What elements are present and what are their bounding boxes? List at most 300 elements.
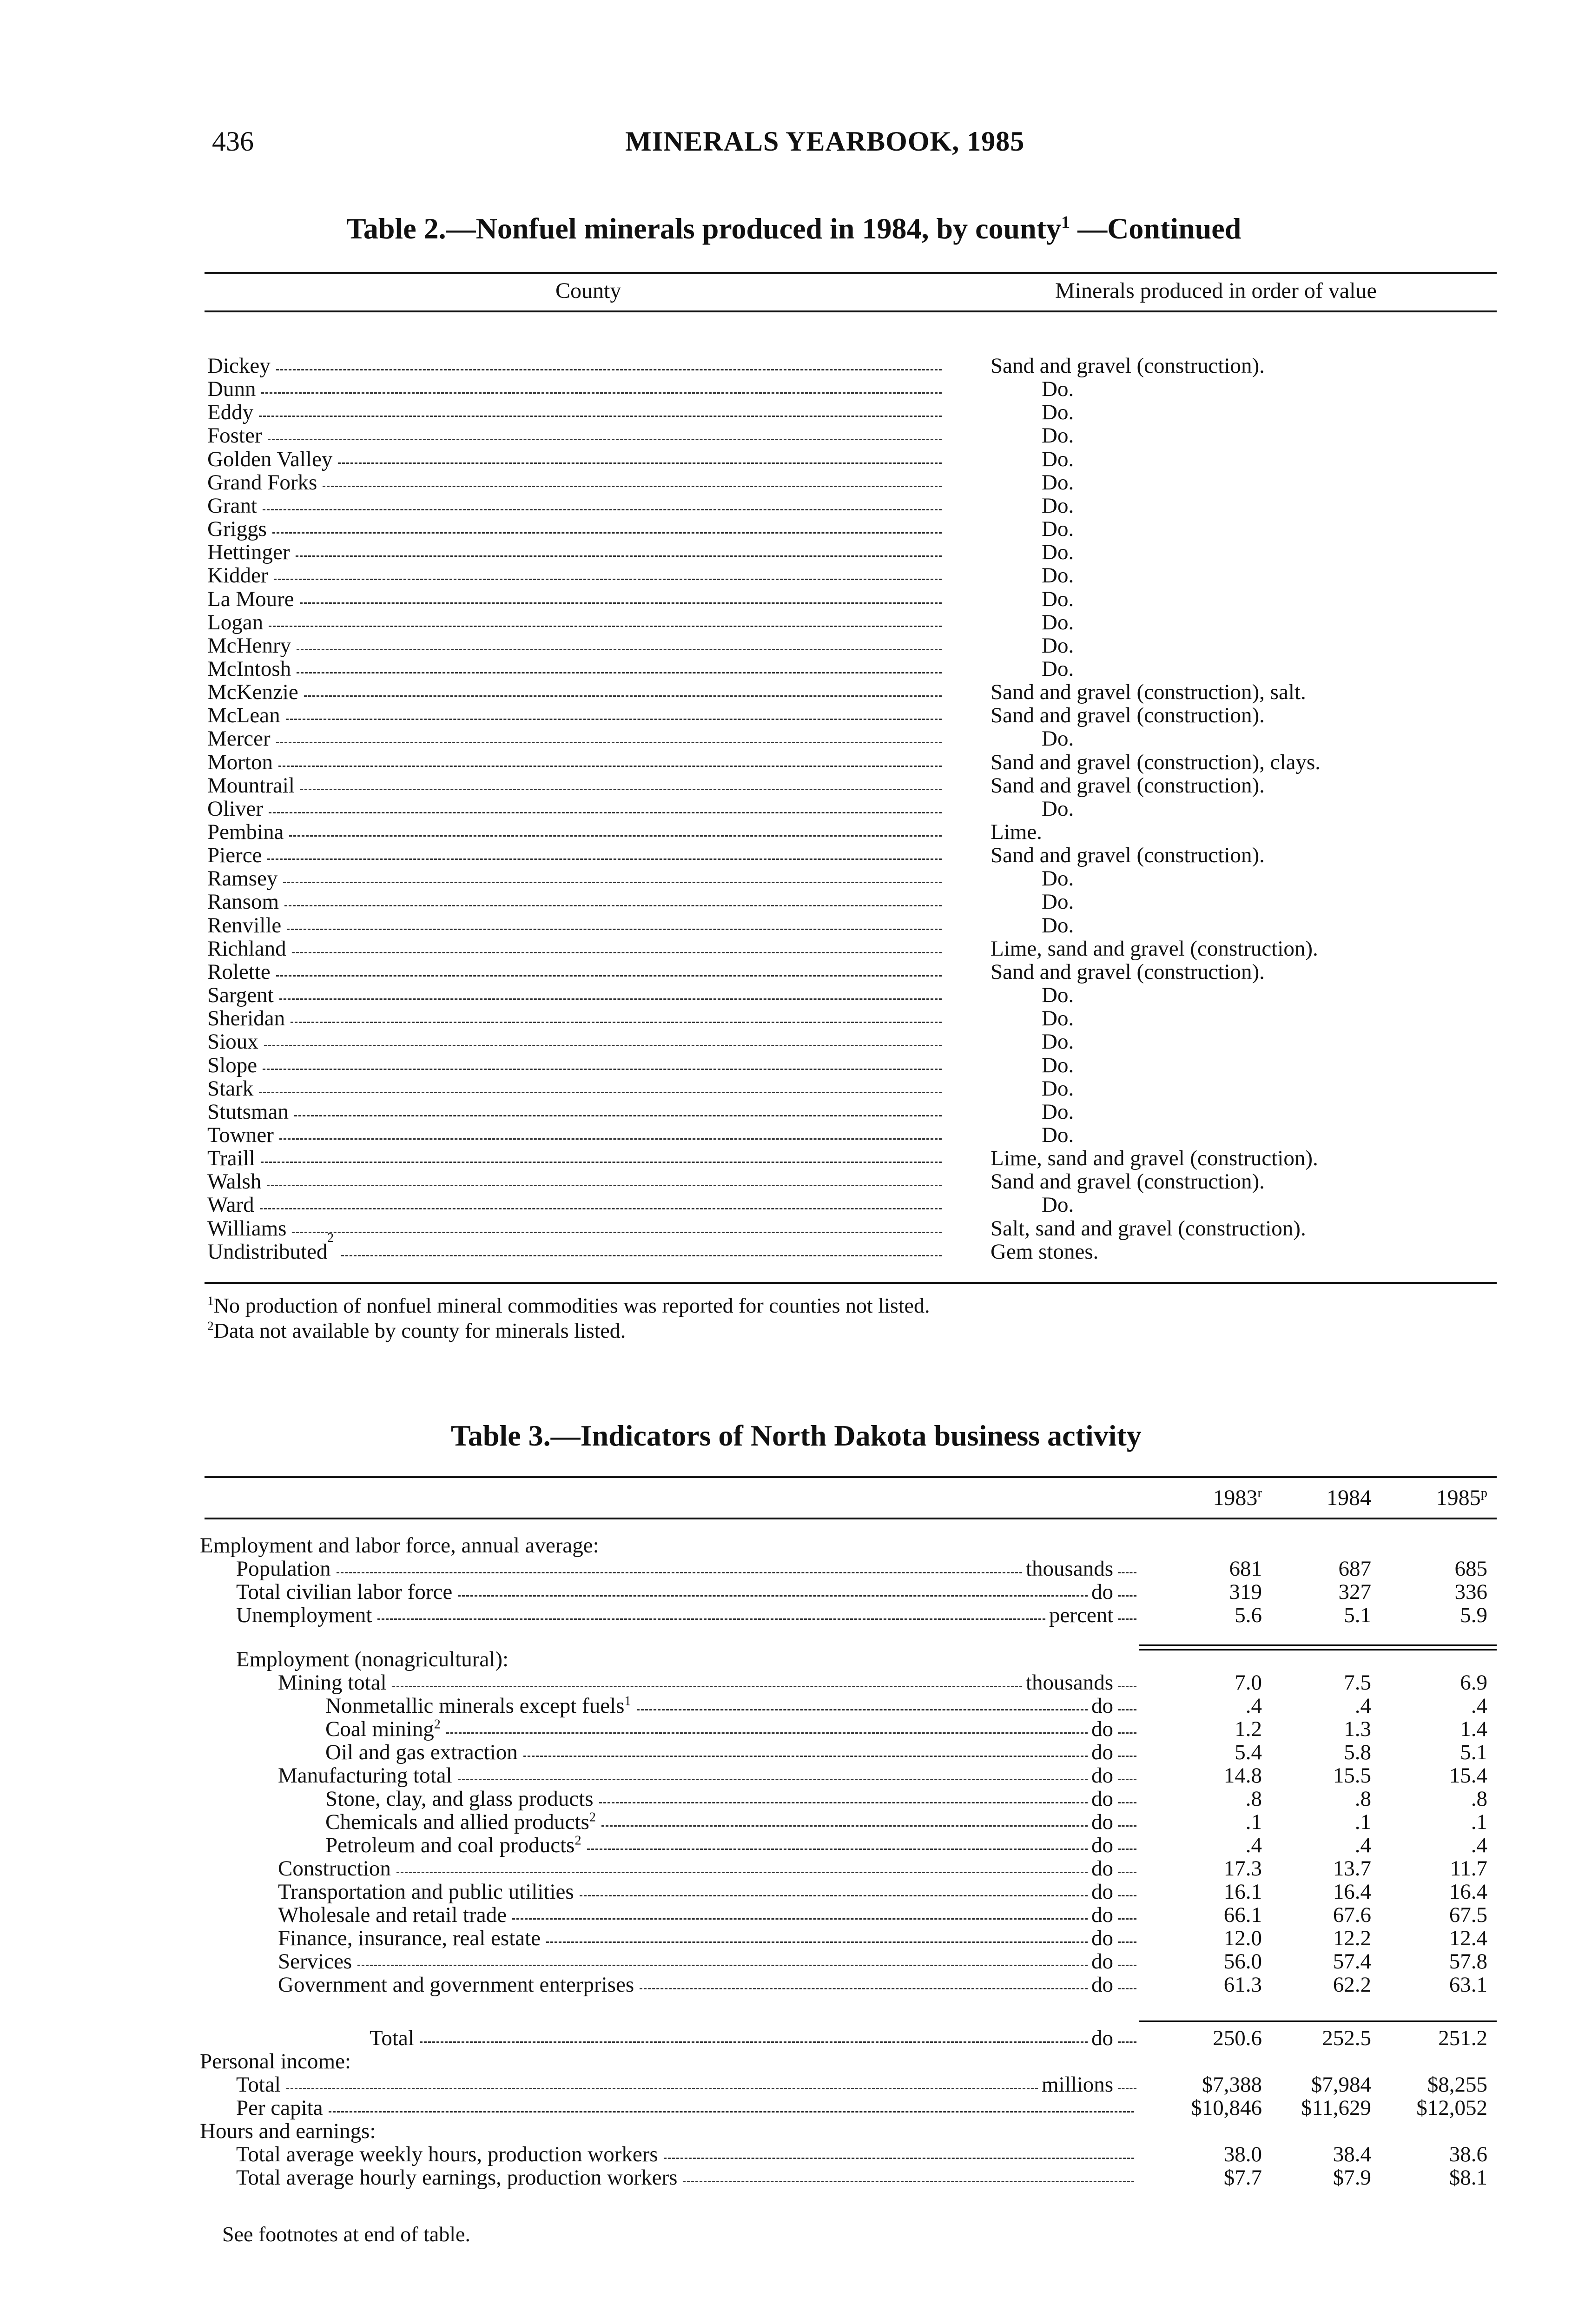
table2-row: [207, 704, 1509, 727]
table2-row: [207, 984, 1509, 1007]
cell-value: 56.0: [1223, 1949, 1262, 1974]
minerals-produced: Gem stones.: [991, 1239, 1099, 1264]
minerals-produced: Do.: [1042, 726, 1074, 751]
table2-footnote-2: [207, 1318, 626, 1343]
minerals-produced: Do.: [1042, 796, 1074, 821]
dot-leader: [291, 1022, 942, 1023]
minerals-produced: Do.: [1042, 983, 1074, 1008]
minerals-produced: Do.: [1042, 540, 1074, 565]
row-label: [278, 1903, 507, 1927]
table2-row: [207, 657, 1509, 680]
dot-leader: [269, 626, 942, 627]
county-name: Stark: [207, 1076, 254, 1101]
dot-leader: [300, 602, 942, 604]
dot-leader-tail: [1118, 1686, 1136, 1687]
table2-row: [207, 1077, 1509, 1100]
table3-row: [0, 1950, 1585, 1973]
table2-row: [207, 1123, 1509, 1147]
row-label-text: Construction: [278, 1856, 391, 1881]
year-label: 1983: [1213, 1486, 1258, 1510]
county-name: Pierce: [207, 843, 262, 868]
dot-leader: [338, 462, 942, 464]
minerals-produced: Do.: [1042, 1076, 1074, 1101]
county-name: Mountrail: [207, 773, 295, 798]
dot-leader-tail: [1118, 1756, 1136, 1757]
county-name: Oliver: [207, 796, 264, 821]
unit-label: do: [1091, 1694, 1113, 1718]
cell-value: .1: [1245, 1810, 1262, 1834]
running-title: MINERALS YEARBOOK, 1985: [625, 126, 1025, 157]
row-label-text: Mining total: [278, 1670, 387, 1695]
dot-leader: [283, 882, 942, 883]
minerals-produced: Do.: [1042, 1006, 1074, 1031]
dot-leader: [284, 905, 942, 906]
minerals-produced: Sand and gravel (construction).: [991, 773, 1265, 798]
dot-leader-tail: [1118, 1988, 1136, 1989]
row-label-text: Personal income:: [200, 2049, 351, 2073]
table2-title: [346, 211, 1241, 246]
dot-leader: [263, 1069, 942, 1070]
table2-row: [207, 401, 1509, 424]
county-name: McIntosh: [207, 656, 291, 681]
table3-row: [0, 1834, 1585, 1857]
table3-row: [0, 2050, 1585, 2073]
dot-leader: [296, 555, 942, 557]
row-label: [236, 1580, 452, 1604]
minerals-produced: Do.: [1042, 517, 1074, 541]
cell-value: 38.0: [1223, 2142, 1262, 2166]
cell-value: 251.2: [1438, 2026, 1487, 2050]
page-number: 436: [212, 126, 254, 157]
table3-row: [0, 1717, 1585, 1741]
dot-leader-tail: [1118, 2088, 1136, 2089]
table3-row: [0, 1810, 1585, 1834]
cell-value: $7,984: [1311, 2073, 1371, 2097]
cell-value: .1: [1354, 1810, 1371, 1834]
dot-leader: [683, 2181, 1134, 2182]
dot-leader: [580, 1895, 1088, 1896]
table3-row: [0, 1880, 1585, 1903]
cell-value: 67.6: [1333, 1903, 1371, 1927]
dot-leader: [276, 975, 942, 977]
dot-leader: [446, 1732, 1088, 1734]
dot-leader: [289, 835, 942, 837]
table3-row: [0, 1764, 1585, 1787]
dot-leader: [357, 1965, 1088, 1966]
row-label-text: Petroleum and coal products: [325, 1833, 575, 1857]
cell-value: 15.4: [1449, 1763, 1487, 1788]
row-label-text: Oil and gas extraction: [325, 1740, 518, 1764]
table2-head-rule: [205, 310, 1497, 312]
dot-leader: [329, 2111, 1134, 2113]
table2-row: [207, 494, 1509, 517]
row-label: [325, 1741, 518, 1764]
county-name: Pembina: [207, 820, 284, 844]
dot-leader: [267, 858, 942, 860]
cell-value: 681: [1229, 1557, 1262, 1581]
county-name: Ransom: [207, 890, 279, 914]
dot-leader: [323, 486, 942, 487]
cell-value: .8: [1471, 1787, 1487, 1811]
dot-leader: [286, 719, 942, 720]
cell-value: 687: [1338, 1557, 1371, 1581]
cell-value: 1.3: [1344, 1717, 1371, 1741]
minerals-produced: Do.: [1042, 563, 1074, 588]
dot-leader: [420, 2041, 1088, 2043]
dot-leader-tail: [1118, 1965, 1136, 1966]
unit-label: do: [1091, 1787, 1113, 1811]
cell-value: .4: [1471, 1833, 1487, 1857]
table3-title: Table 3.—Indicators of North Dakota business activity: [451, 1419, 1142, 1452]
row-label-text: Transportation and public utilities: [278, 1880, 574, 1904]
table3-row: [0, 1671, 1585, 1694]
table2-row: [207, 471, 1509, 494]
county-name: Richland: [207, 936, 286, 961]
cell-value: .4: [1471, 1694, 1487, 1718]
row-label-text: Total: [236, 2073, 281, 2097]
unit-label: do: [1091, 1717, 1113, 1741]
county-name: La Moure: [207, 587, 294, 611]
table3-row: [0, 2096, 1585, 2119]
cell-value: 6.9: [1460, 1670, 1487, 1695]
dot-leader: [300, 789, 942, 790]
county-name: Traill: [207, 1146, 255, 1171]
minerals-produced: Do.: [1042, 493, 1074, 518]
county-name: Grant: [207, 493, 258, 518]
minerals-produced: Do.: [1042, 1053, 1074, 1077]
county-name: Sargent: [207, 983, 274, 1008]
county-name: Foster: [207, 423, 262, 448]
dot-leader: [458, 1595, 1088, 1597]
cell-value: 319: [1229, 1580, 1262, 1604]
unit-label: do: [1091, 2026, 1113, 2050]
row-label-text: Total civilian labor force: [236, 1580, 453, 1604]
table2-row: [207, 541, 1509, 564]
cell-value: 327: [1338, 1580, 1371, 1604]
row-label-text: Wholesale and retail trade: [278, 1903, 507, 1927]
dot-leader: [279, 1138, 942, 1140]
row-label-text: Per capita: [236, 2096, 323, 2120]
county-name: Rolette: [207, 959, 271, 984]
minerals-produced: Lime, sand and gravel (construction).: [991, 1146, 1318, 1171]
minerals-produced: Do.: [1042, 423, 1074, 448]
cell-value: 685: [1454, 1557, 1487, 1581]
row-label: [200, 2050, 351, 2073]
table3-row: [0, 1741, 1585, 1764]
cell-value: 14.8: [1223, 1763, 1262, 1788]
dot-leader-tail: [1118, 1918, 1136, 1920]
row-label: [370, 2027, 414, 2050]
dot-leader: [304, 695, 942, 697]
minerals-produced: Do.: [1042, 1030, 1074, 1054]
cell-value: $11,629: [1301, 2096, 1371, 2120]
dot-leader-tail: [1118, 1572, 1136, 1573]
dot-leader: [292, 1232, 942, 1233]
dot-leader-tail: [1118, 2041, 1136, 2043]
cell-value: 5.9: [1460, 1603, 1487, 1627]
row-label-text: Manufacturing total: [278, 1763, 452, 1788]
table3-row: [0, 1604, 1585, 1627]
county-name: Williams: [207, 1216, 287, 1241]
minerals-produced: Sand and gravel (construction).: [991, 703, 1265, 728]
table2-row: [207, 1100, 1509, 1123]
dot-leader: [267, 1185, 942, 1186]
row-label-text: Total: [370, 2026, 414, 2050]
county-name: Logan: [207, 610, 264, 634]
row-label: [278, 1671, 387, 1694]
cell-value: 12.2: [1333, 1926, 1371, 1950]
cell-value: 38.4: [1333, 2142, 1371, 2166]
cell-value: $7,388: [1202, 2073, 1262, 2097]
dot-leader: [297, 649, 942, 650]
table3-row: [0, 1787, 1585, 1810]
minerals-produced: Do.: [1042, 470, 1074, 495]
row-label: [325, 1717, 441, 1741]
minerals-produced: Do.: [1042, 913, 1074, 938]
table3-row: [0, 2166, 1585, 2189]
minerals-produced: Sand and gravel (construction), salt.: [991, 680, 1306, 705]
dot-leader: [287, 929, 942, 930]
dot-leader: [341, 1255, 942, 1256]
county-name: Hettinger: [207, 540, 290, 565]
unit-label: do: [1091, 1833, 1113, 1857]
county-name: Towner: [207, 1122, 274, 1147]
dot-leader: [292, 952, 942, 953]
cell-value: 62.2: [1333, 1973, 1371, 1997]
dot-leader: [294, 1115, 942, 1116]
county-name: Renville: [207, 913, 282, 938]
cell-value: 17.3: [1223, 1856, 1262, 1881]
row-label: [200, 2119, 376, 2143]
table3-sub-rule-1a: [1139, 1644, 1497, 1646]
unit-label: millions: [1042, 2073, 1114, 2097]
cell-value: 5.6: [1235, 1603, 1262, 1627]
dot-leader: [276, 369, 942, 370]
table2-row: [207, 914, 1509, 937]
dot-leader: [640, 1988, 1088, 1989]
cell-value: .8: [1354, 1787, 1371, 1811]
table2-top-rule: [205, 272, 1497, 274]
table2-row: [207, 867, 1509, 890]
minerals-produced: Do.: [1042, 400, 1074, 425]
minerals-produced: Do.: [1042, 633, 1074, 658]
county-name: McLean: [207, 703, 280, 728]
minerals-produced: Do.: [1042, 377, 1074, 402]
unit-label: do: [1091, 1740, 1113, 1764]
dot-leader: [512, 1918, 1088, 1920]
row-label: [278, 1927, 541, 1950]
table2-row: [207, 727, 1509, 750]
unit-label: do: [1091, 1763, 1113, 1788]
unit-label: do: [1091, 1856, 1113, 1881]
cell-value: 13.7: [1333, 1856, 1371, 1881]
dot-leader: [264, 1045, 942, 1046]
dot-leader: [601, 1825, 1088, 1827]
dot-leader: [263, 509, 942, 510]
table2-row: [207, 564, 1509, 587]
minerals-produced: Do.: [1042, 890, 1074, 914]
cell-value: 12.0: [1223, 1926, 1262, 1950]
unit-label: do: [1091, 1926, 1113, 1950]
dot-leader: [274, 579, 942, 580]
row-label: [278, 1857, 391, 1880]
footnote-text: No production of nonfuel mineral commodities was reported for counties not listed.: [213, 1294, 930, 1317]
row-label-text: Unemployment: [236, 1603, 372, 1627]
cell-value: $7.9: [1333, 2166, 1371, 2190]
year-note: r: [1257, 1486, 1262, 1500]
unit-label: do: [1091, 1903, 1113, 1927]
table2-row: [207, 611, 1509, 634]
dot-leader: [599, 1802, 1088, 1803]
table3-row: [0, 2073, 1585, 2096]
county-name: Mercer: [207, 726, 271, 751]
cell-value: 63.1: [1449, 1973, 1487, 1997]
row-label: [236, 2166, 677, 2189]
minerals-produced: Do.: [1042, 1193, 1074, 1217]
dot-leader: [523, 1756, 1088, 1757]
dot-leader-tail: [1118, 1802, 1136, 1803]
table2-row: [207, 588, 1509, 611]
table2-row: [207, 517, 1509, 541]
dot-leader: [259, 1092, 942, 1093]
cell-value: .8: [1245, 1787, 1262, 1811]
dot-leader-tail: [1118, 1825, 1136, 1827]
minerals-produced: Lime.: [991, 820, 1042, 844]
table2-row: [207, 1193, 1509, 1216]
cell-value: 5.4: [1235, 1740, 1262, 1764]
table2-row: [207, 634, 1509, 657]
table2-row: [207, 890, 1509, 913]
dot-leader-tail: [1118, 1872, 1136, 1873]
county-name: McHenry: [207, 633, 291, 658]
row-label-text: Hours and earnings:: [200, 2119, 376, 2143]
row-label-text: Nonmetallic minerals except fuels: [325, 1694, 625, 1718]
table3-row: [0, 1557, 1585, 1580]
row-label: [325, 1694, 631, 1717]
table2-footnote-1: [207, 1293, 930, 1318]
row-label: [325, 1787, 594, 1810]
table2-row: Undistributed 2 Gem stones.: [207, 1230, 1099, 1264]
row-label-text: Finance, insurance, real estate: [278, 1926, 541, 1950]
row-label-text: Services: [278, 1949, 352, 1974]
table2-col-county: County: [555, 278, 621, 303]
row-label: [278, 1880, 574, 1903]
dot-leader: [261, 1162, 942, 1163]
table3-note: See footnotes at end of table.: [222, 2222, 470, 2246]
table2-row: [207, 1054, 1509, 1077]
table2-title-text: Table 2.—Nonfuel minerals produced in 1984, by county: [346, 212, 1061, 245]
table3-row: [0, 1927, 1585, 1950]
row-label-text: Stone, clay, and glass products: [325, 1787, 594, 1811]
table3-row: [0, 1903, 1585, 1927]
cell-value: 16.4: [1449, 1880, 1487, 1904]
dot-leader: [377, 1618, 1045, 1620]
table2-row: [207, 680, 1509, 704]
table3-sub-rule-1b: [1139, 1649, 1497, 1651]
dot-leader: [637, 1709, 1088, 1710]
cell-value: $8,255: [1427, 2073, 1487, 2097]
row-label: [325, 1834, 581, 1857]
unit-label: do: [1091, 1973, 1113, 1997]
cell-value: 66.1: [1223, 1903, 1262, 1927]
table3-year-1985: [1408, 1485, 1487, 1511]
minerals-produced: Sand and gravel (construction).: [991, 843, 1265, 868]
dot-leader: [392, 1686, 1022, 1687]
row-label-text: Government and government enterprises: [278, 1973, 634, 1997]
cell-value: 16.1: [1223, 1880, 1262, 1904]
row-label: [278, 1950, 352, 1973]
footnote-mark: 1: [624, 1694, 631, 1709]
row-label-text: Total average hourly earnings, production workers: [236, 2166, 678, 2190]
dot-leader: [664, 2158, 1134, 2159]
table2-row: [207, 448, 1509, 471]
dot-leader-tail: [1118, 1895, 1136, 1896]
table3-row: [0, 2143, 1585, 2166]
county-name: Sioux: [207, 1030, 258, 1054]
cell-value: 5.1: [1344, 1603, 1371, 1627]
cell-value: 12.4: [1449, 1926, 1487, 1950]
cell-value: 7.5: [1344, 1670, 1371, 1695]
cell-value: .4: [1354, 1694, 1371, 1718]
row-label: [236, 1557, 331, 1580]
row-label-text: Coal mining: [325, 1717, 434, 1741]
row-label: [236, 2073, 281, 2096]
row-label: [236, 2143, 658, 2166]
county-name: Morton: [207, 750, 273, 774]
table3-row: [0, 1973, 1585, 1996]
cell-value: 1.4: [1460, 1717, 1487, 1741]
dot-leader: [396, 1872, 1088, 1873]
table3-sum-rule: [1139, 2020, 1497, 2022]
unit-label: do: [1091, 1580, 1113, 1604]
footnote-mark: 2: [207, 1318, 214, 1333]
cell-value: 1.2: [1235, 1717, 1262, 1741]
minerals-produced: Sand and gravel (construction).: [991, 959, 1265, 984]
county-name: Sheridan: [207, 1006, 285, 1031]
table2-row: [207, 354, 1509, 377]
dot-leader: [297, 672, 942, 673]
cell-value: 5.8: [1344, 1740, 1371, 1764]
county-name: Dickey: [207, 354, 271, 378]
cell-value: 7.0: [1235, 1670, 1262, 1695]
unit-label: thousands: [1026, 1557, 1113, 1581]
footnote-mark: 2: [589, 1810, 596, 1825]
cell-value: 5.1: [1460, 1740, 1487, 1764]
table2-row: [207, 844, 1509, 867]
county-name: Walsh: [207, 1169, 262, 1194]
dot-leader: [260, 1208, 942, 1209]
cell-value: .1: [1471, 1810, 1487, 1834]
dot-leader-tail: [1118, 1732, 1136, 1734]
minerals-produced: Do.: [1042, 1122, 1074, 1147]
row-label: [278, 1973, 634, 1996]
table2-col-minerals: Minerals produced in order of value: [1055, 278, 1377, 303]
cell-value: 57.8: [1449, 1949, 1487, 1974]
cell-value: $12,052: [1416, 2096, 1487, 2120]
row-label-text: Employment and labor force, annual average:: [200, 1533, 599, 1558]
dot-leader: [337, 1572, 1022, 1573]
minerals-produced: Do.: [1042, 656, 1074, 681]
minerals-produced: Sand and gravel (construction), clays.: [991, 750, 1321, 774]
dot-leader-tail: [1118, 1595, 1136, 1597]
table3-row: [0, 1648, 1585, 1671]
cell-value: 336: [1454, 1580, 1487, 1604]
dot-leader: [259, 416, 942, 417]
unit-label: do: [1091, 1810, 1113, 1834]
table3-row: [0, 1694, 1585, 1717]
cell-value: 61.3: [1223, 1973, 1262, 1997]
county-name: Griggs: [207, 517, 267, 541]
